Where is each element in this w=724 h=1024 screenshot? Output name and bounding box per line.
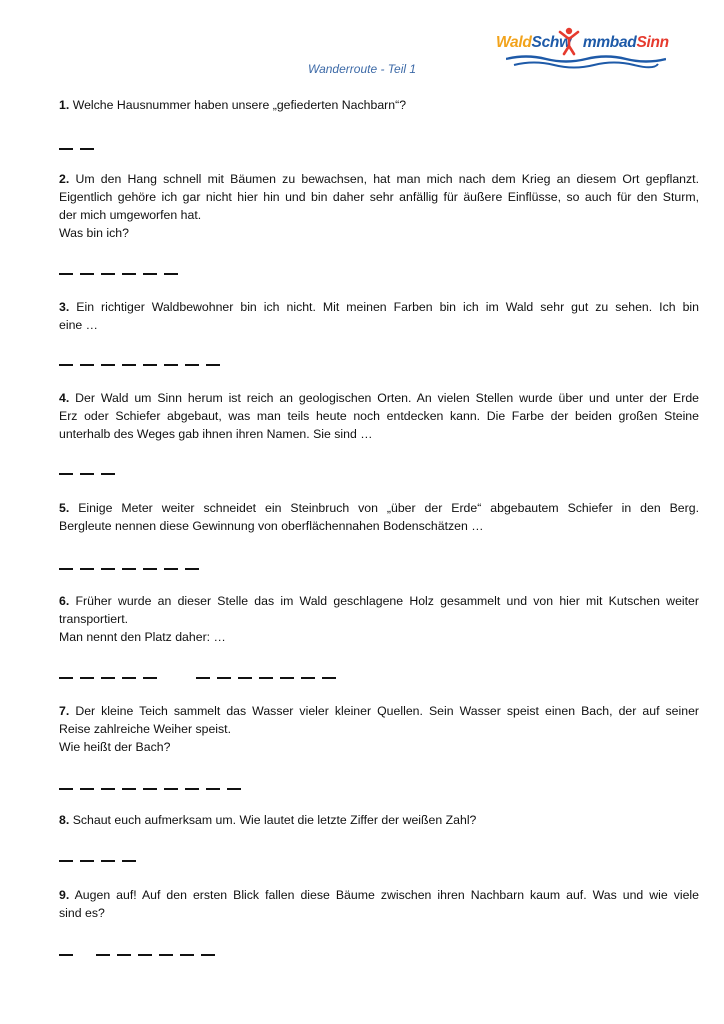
answer-letter-blank bbox=[238, 677, 252, 679]
answer-blanks bbox=[0, 148, 724, 152]
question-text-line: Reise zahlreiche Weiher speist. bbox=[59, 722, 232, 736]
answer-letter-blank bbox=[164, 364, 178, 366]
answer-letter-blank bbox=[138, 954, 152, 956]
question-text-line: Bergleute nennen diese Gewinnung von oberflächennahen Bodenschätzen … bbox=[59, 519, 484, 533]
question-number: 8. bbox=[59, 813, 70, 827]
answer-letter-blank bbox=[101, 273, 115, 275]
answer-letter-blank bbox=[80, 568, 94, 570]
question-text-line: unterhalb des Weges gab ihnen ihren Namen. Sie sind … bbox=[59, 427, 373, 441]
question-text-line: Welche Hausnummer haben unsere „gefiederten Nachbarn“? bbox=[72, 98, 407, 112]
question-text-line: Ein richtiger Waldbewohner bin ich nicht. Mit meinen Farben bin ich im Wald sehr gut zu sehen. Ich bin bbox=[76, 300, 700, 314]
answer-letter-blank bbox=[101, 677, 115, 679]
logo-text-sinn: Sinn bbox=[636, 34, 669, 51]
answer-letter-blank bbox=[280, 677, 294, 679]
answer-letter-blank bbox=[59, 788, 73, 790]
answer-letter-blank bbox=[143, 788, 157, 790]
answer-letter-blank bbox=[80, 860, 94, 862]
answer-letter-blank bbox=[59, 273, 73, 275]
answer-letter-blank bbox=[96, 954, 110, 956]
question-2 bbox=[59, 170, 699, 242]
answer-letter-blank bbox=[101, 473, 115, 475]
answer-letter-blank bbox=[259, 677, 273, 679]
question-4 bbox=[59, 389, 699, 443]
answer-blanks bbox=[0, 860, 724, 864]
answer-letter-blank bbox=[101, 364, 115, 366]
question-number: 2. bbox=[59, 172, 70, 186]
logo-text-mmbad: mmbad bbox=[582, 34, 637, 51]
answer-letter-blank bbox=[80, 148, 94, 150]
answer-letter-blank bbox=[301, 677, 315, 679]
question-number: 6. bbox=[59, 594, 70, 608]
answer-letter-blank bbox=[59, 954, 73, 956]
answer-letter-blank bbox=[143, 364, 157, 366]
question-text-line: Was bin ich? bbox=[59, 226, 129, 240]
answer-letter-blank bbox=[80, 273, 94, 275]
question-text-line: Früher wurde an dieser Stelle das im Wald geschlagene Holz gesammelt und von hier mit Kutschen weiter bbox=[75, 594, 699, 608]
answer-letter-blank bbox=[80, 788, 94, 790]
answer-letter-blank bbox=[59, 677, 73, 679]
answer-letter-blank bbox=[101, 788, 115, 790]
question-3 bbox=[59, 298, 699, 334]
answer-blanks bbox=[0, 364, 724, 368]
question-text-line: Schaut euch aufmerksam um. Wie lautet die letzte Ziffer der weißen Zahl? bbox=[72, 813, 477, 827]
answer-letter-blank bbox=[122, 788, 136, 790]
answer-letter-blank bbox=[59, 364, 73, 366]
answer-letter-blank bbox=[164, 568, 178, 570]
question-text-line: transportiert. bbox=[59, 612, 129, 626]
question-8 bbox=[59, 811, 699, 829]
answer-letter-blank bbox=[206, 788, 220, 790]
question-text-line: Der Wald um Sinn herum ist reich an geologischen Orten. An vielen Stellen wurde über und unter der Erde bbox=[75, 391, 699, 405]
logo-text-wald: Wald bbox=[496, 34, 532, 51]
answer-letter-blank bbox=[206, 364, 220, 366]
question-text-line: sind es? bbox=[59, 906, 105, 920]
answer-letter-blank bbox=[143, 568, 157, 570]
answer-letter-blank bbox=[59, 148, 73, 150]
question-number: 7. bbox=[59, 704, 70, 718]
worksheet-subtitle: Wanderroute - Teil 1 bbox=[307, 62, 417, 76]
question-7 bbox=[59, 702, 699, 756]
answer-letter-blank bbox=[143, 677, 157, 679]
question-number: 1. bbox=[59, 98, 70, 112]
answer-letter-blank bbox=[80, 677, 94, 679]
answer-letter-blank bbox=[122, 860, 136, 862]
answer-letter-blank bbox=[159, 954, 173, 956]
answer-letter-blank bbox=[185, 364, 199, 366]
answer-letter-blank bbox=[180, 954, 194, 956]
question-text-line: Augen auf! Auf den ersten Blick fallen diese Bäume zwischen ihren Nachbarn kaum auf. Was und wie viele bbox=[74, 888, 699, 902]
question-number: 9. bbox=[59, 888, 70, 902]
answer-blanks bbox=[0, 473, 724, 477]
answer-letter-blank bbox=[122, 677, 136, 679]
answer-letter-blank bbox=[217, 677, 231, 679]
answer-letter-blank bbox=[227, 788, 241, 790]
answer-letter-blank bbox=[122, 364, 136, 366]
answer-letter-blank bbox=[143, 273, 157, 275]
question-text-line: Wie heißt der Bach? bbox=[59, 740, 171, 754]
question-text-line: Der kleine Teich sammelt das Wasser vieler kleiner Quellen. Sein Wasser speist einen Bach, der auf seiner bbox=[75, 704, 700, 718]
answer-letter-blank bbox=[164, 273, 178, 275]
answer-letter-blank bbox=[59, 860, 73, 862]
question-number: 4. bbox=[59, 391, 70, 405]
question-text-line: Erz oder Schiefer abgebaut, was man teils heute noch entdecken kann. Die Farbe der beiden großen Steine bbox=[59, 409, 699, 423]
question-text-line: Eigentlich gehöre ich gar nicht hier hin und bin daher sehr anfällig für äußere Einflüsse, so auch für den Sturm, bbox=[59, 190, 699, 204]
answer-letter-blank bbox=[122, 273, 136, 275]
question-text-line: Um den Hang schnell mit Bäumen zu bewachsen, hat man mich nach dem Krieg an diesem Ort gepflanzt. bbox=[75, 172, 699, 186]
question-text-line: Man nennt den Platz daher: … bbox=[59, 630, 226, 644]
answer-letter-blank bbox=[80, 364, 94, 366]
question-text-line: Einige Meter weiter schneidet ein Steinbruch von „über der Erde“ abgebautem Schiefer in den Berg. bbox=[78, 501, 699, 515]
answer-blanks bbox=[0, 954, 724, 958]
logo-text-schw: Schw bbox=[531, 34, 571, 51]
answer-blanks bbox=[0, 273, 724, 277]
answer-blanks bbox=[0, 677, 724, 681]
answer-letter-blank bbox=[59, 568, 73, 570]
question-number: 3. bbox=[59, 300, 70, 314]
answer-blanks bbox=[0, 568, 724, 572]
question-5 bbox=[59, 499, 699, 535]
question-text-line: der mich umgeworfen hat. bbox=[59, 208, 202, 222]
answer-letter-blank bbox=[59, 473, 73, 475]
answer-letter-blank bbox=[322, 677, 336, 679]
answer-letter-blank bbox=[117, 954, 131, 956]
question-6 bbox=[59, 592, 699, 646]
question-1 bbox=[59, 96, 699, 114]
answer-letter-blank bbox=[185, 788, 199, 790]
question-text-line: eine … bbox=[59, 318, 98, 332]
answer-letter-blank bbox=[185, 568, 199, 570]
answer-letter-blank bbox=[80, 473, 94, 475]
answer-letter-blank bbox=[164, 788, 178, 790]
question-number: 5. bbox=[59, 501, 70, 515]
answer-blanks bbox=[0, 788, 724, 792]
answer-letter-blank bbox=[122, 568, 136, 570]
answer-letter-blank bbox=[101, 568, 115, 570]
question-9 bbox=[59, 886, 699, 922]
swimmer-figure-icon bbox=[558, 26, 580, 56]
answer-letter-blank bbox=[201, 954, 215, 956]
answer-letter-blank bbox=[196, 677, 210, 679]
answer-letter-blank bbox=[101, 860, 115, 862]
